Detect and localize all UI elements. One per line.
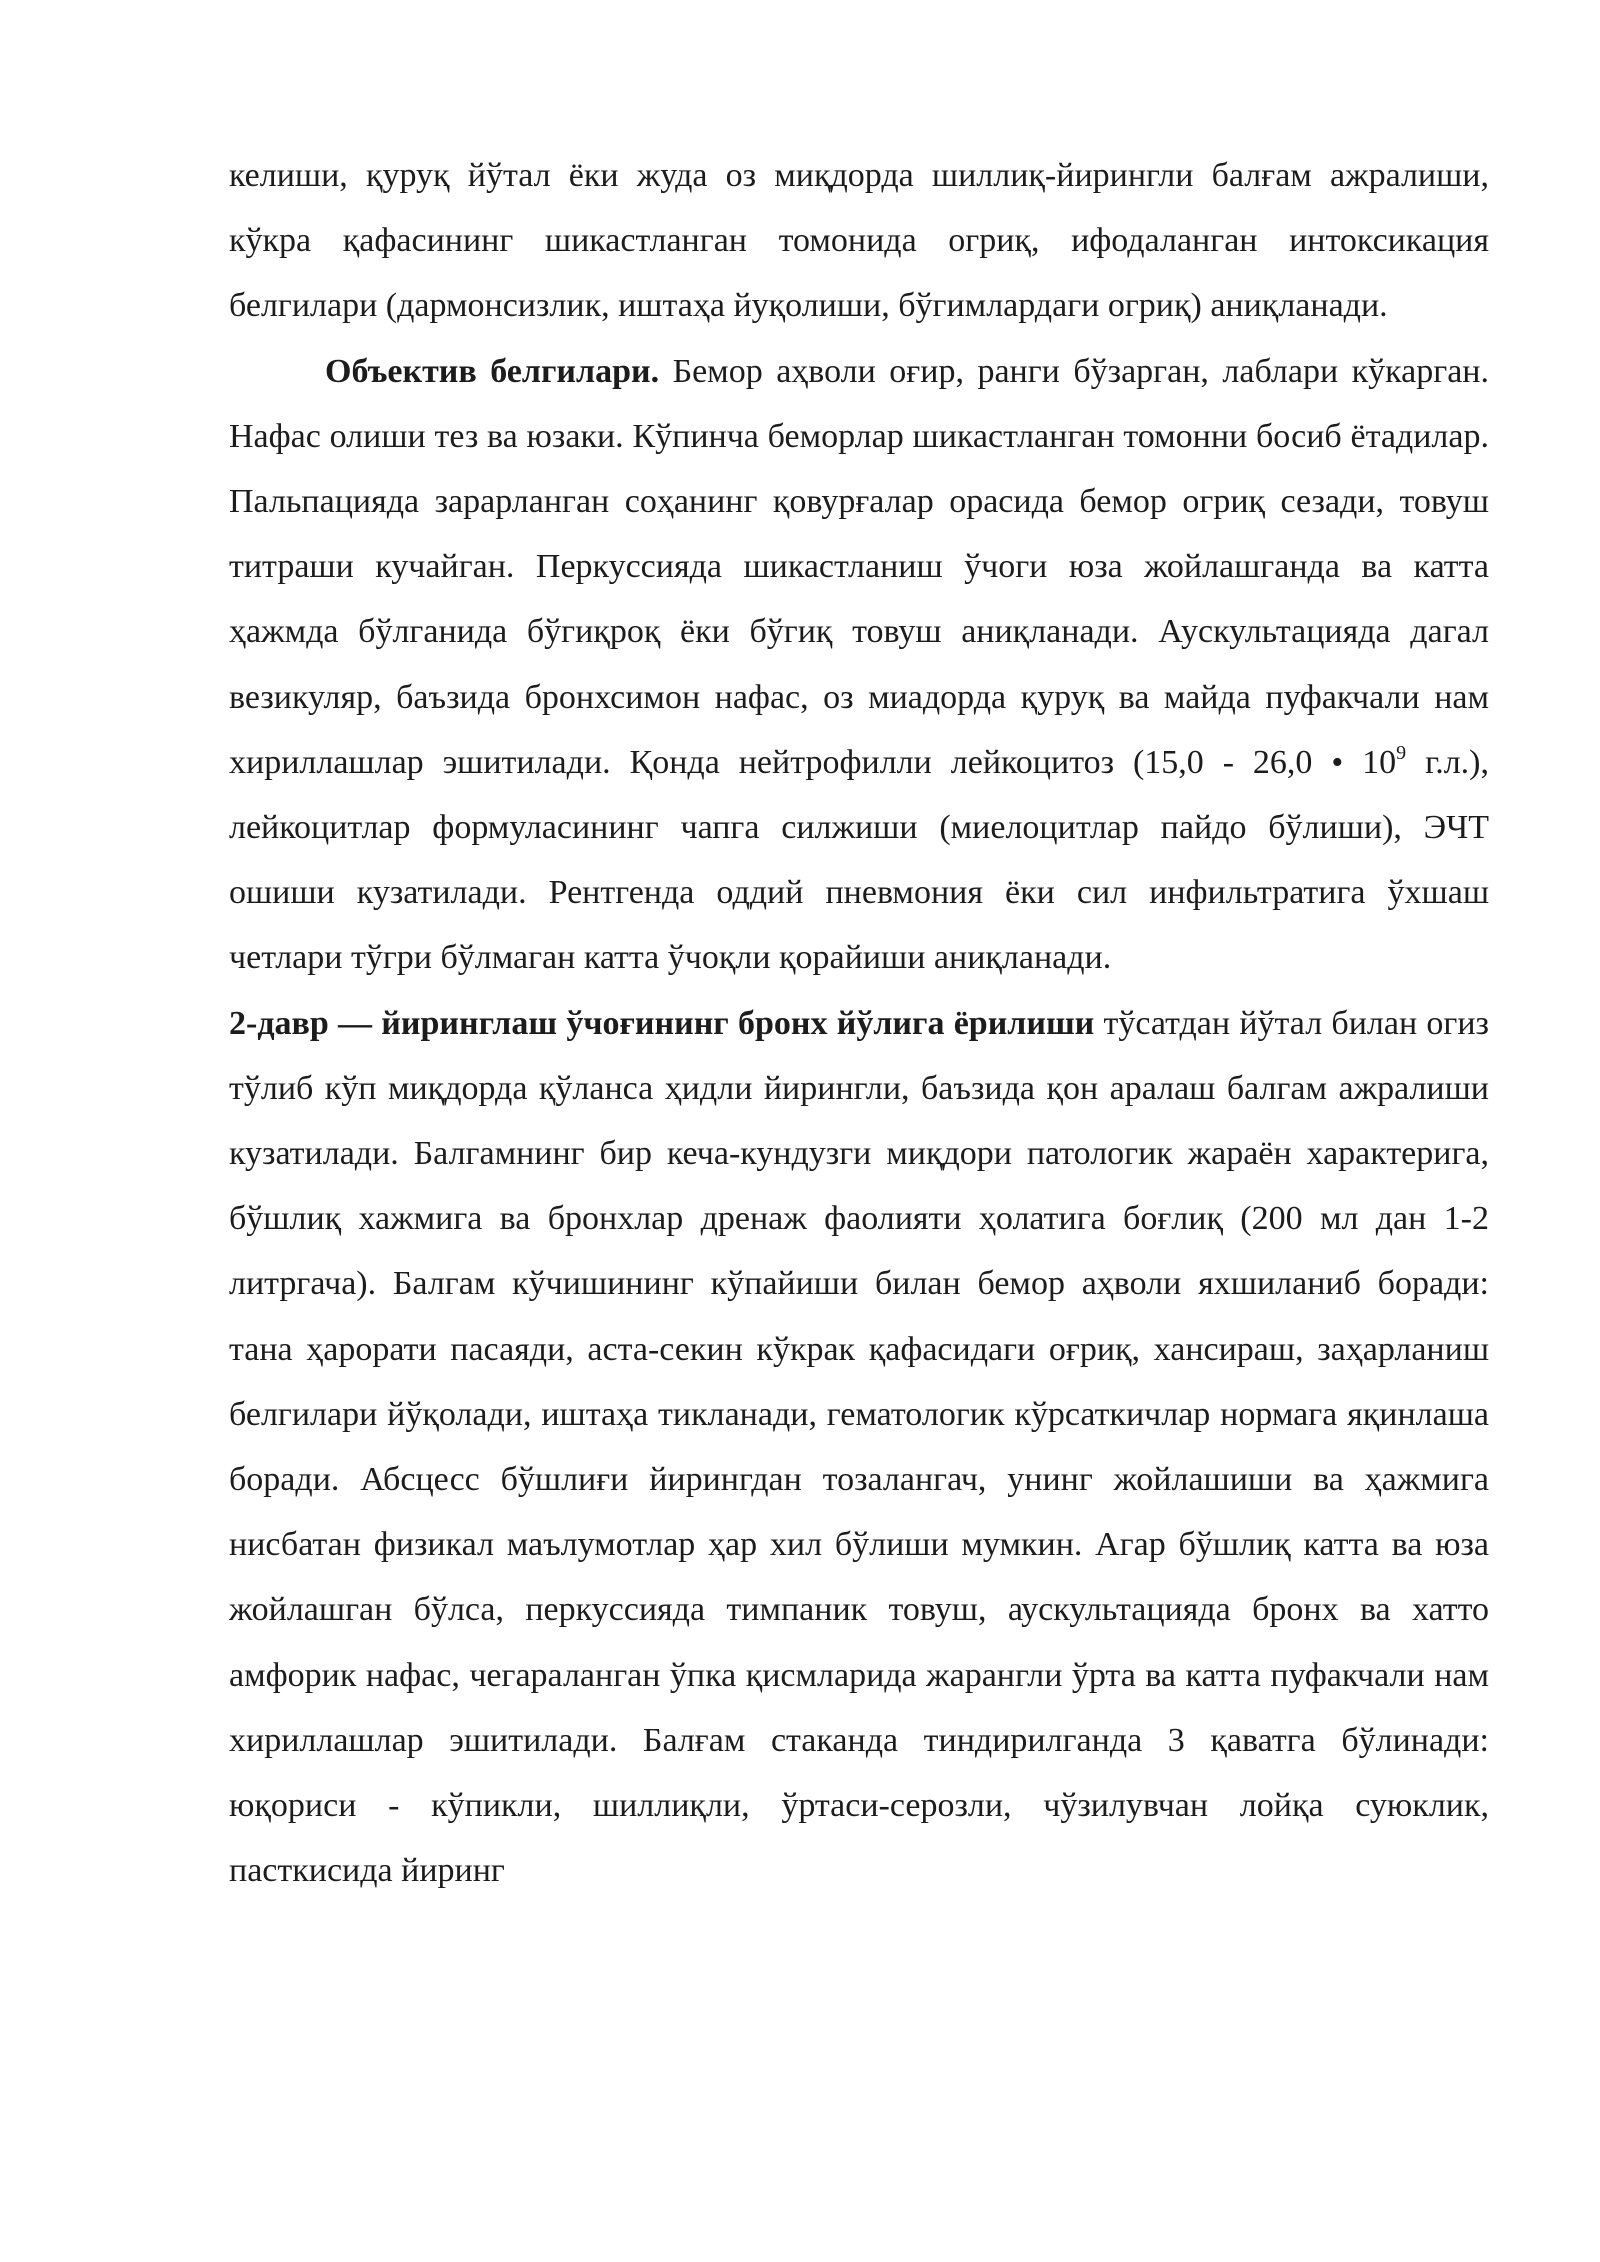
paragraph-3-text: тўсатдан йўтал билан огиз тўлиб кўп миқдорда қўланса ҳидли йирингли, баъзида қон аралаш балгам ажралиши кузатилади. Балгамнинг бир кеча-кундузги миқдори патологик жараён характерига, бўшлиқ хажмига ва бронхлар дренаж фаолияти ҳолатига боғлиқ (200 мл дан 1-2 литргача). Балгам кўчишининг кўпайиши билан бемор аҳволи яхшиланиб боради: тана ҳарорати пасаяди, аста-секин кўкрак қафасидаги оғриқ, хансираш, заҳарланиш белгилари йўқолади, иштаҳа тикланади, гематологик кўрсаткичлар нормага яқинлаша боради. Абсцесс бўшлиғи йирингдан тозалангач, унинг жойлашиши ва ҳажмига нисбатан физикал маълумотлар ҳар хил бўлиши мумкин. Агар бўшлиқ катта ва юза жойлашган бўлса, перкуссияда тимпаник товуш, аускультацияда бронх ва хатто амфорик нафас, чегараланган ўпка қисмларида жарангли ўрта ва катта пуфакчали нам хириллашлар эшитилади. Балғам стаканда тиндирилганда 3 қаватга бўлинади: юқориси - кўпикли, шиллиқли, ўртаси-серозли, чўзилувчан лойқа суюклик, пасткисида йиринг — [229, 1004, 1489, 1890]
paragraph-3 — [229, 991, 1489, 1904]
paragraph-2-text-b: г.л.), лейкоцитлар формуласининг чапга силжиши (миелоцитлар пайдо бўлиши), ЭЧТ ошиши кузатилади. Рентгенда оддий пневмония ёки сил инфильтратига ўхшаш четлари тўгри бўлмаган катта ўчоқли қорайиши аниқланади. — [229, 743, 1489, 977]
stage-2-heading: 2-давр — йиринглаш ўчоғининг бронх йўлига ёрилиши — [229, 1004, 1095, 1042]
document-page — [229, 143, 1489, 1903]
exponent: 9 — [1396, 741, 1407, 764]
paragraph-2 — [229, 339, 1489, 991]
paragraph-1-text: келиши, қуруқ йўтал ёки жуда оз миқдорда шиллиқ-йирингли балғам ажралиши, кўкра қафасининг шикастланган томонида огриқ, ифодаланган интоксикация белгилари (дармонсизлик, иштаҳа йуқолиши, бўгимлардаги огриқ) аниқланади. — [229, 157, 1489, 325]
paragraph-2-text-a: Бемор аҳволи оғир, ранги бўзарган, лаблари кўкарган. Нафас олиши тез ва юзаки. Кўпинча беморлар шикастланган томонни босиб ётадилар. Пальпацияда зарарланган соҳанинг қовурғалар орасида бемор огриқ сезади, товуш титраши кучайган. Перкуссияда шикастланиш ўчоги юза жойлашганда ва катта ҳажмда бўлганида бўгиқроқ ёки бўгиқ товуш аниқланади. Аускультацияда дагал везикуляр, баъзида бронхсимон нафас, оз миадорда қуруқ ва майда пуфакчали нам хириллашлар эшитилади. Қонда нейтрофилли лейкоцитоз (15,0 - 26,0 • 10 — [229, 352, 1490, 781]
paragraph-1 — [229, 143, 1489, 339]
objective-signs-heading: Объектив белгилари. — [325, 352, 660, 390]
